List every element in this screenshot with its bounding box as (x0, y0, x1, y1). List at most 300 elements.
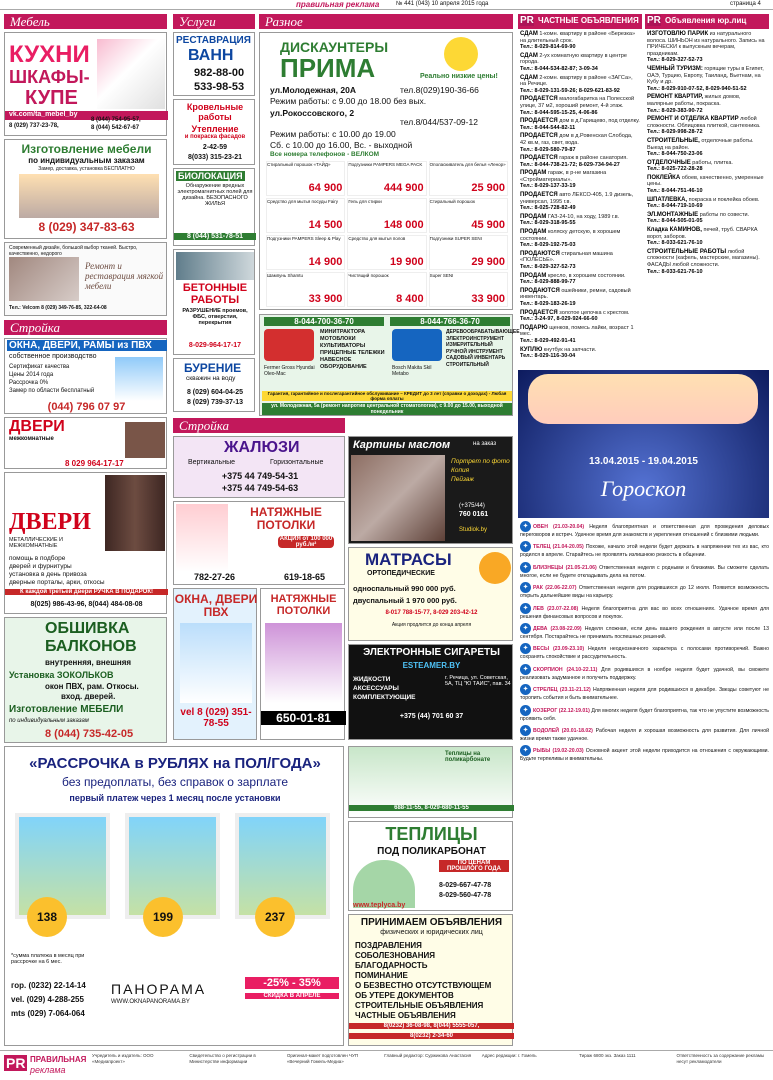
tech-item: РУЧНОЙ ИНСТРУМЕНТ (446, 348, 503, 355)
classified-text: работы, плитка. (692, 159, 733, 166)
ad-kartiny (348, 436, 513, 544)
remont-title: Ремонт и реставрация мягкой мебели (85, 261, 164, 291)
zodiac-icon: ✦ (520, 562, 531, 573)
classified-text: ошейники, ремни, садовый инвентарь. (520, 287, 631, 301)
ad-okna-dveri-pvh (173, 588, 257, 740)
classified-heading: ПРОДАЕТСЯ (520, 118, 558, 125)
zhaluzi-sub1: Вертикальные (188, 459, 236, 466)
classified-item (647, 160, 767, 173)
horoscope-sign: РЫБЫ (19.02-20.03) (533, 748, 584, 755)
obshivka-phone: 8 (044) 735-42-05 (45, 728, 134, 740)
kartiny-site[interactable]: Studiok.by (459, 527, 488, 533)
classified-item (647, 116, 767, 136)
horoscope-text: Для многих неделя будет благоприятна, так что не упустите возможность проявить себя. (520, 707, 769, 722)
kartiny-item: Портрет по фото (451, 458, 510, 465)
tech-item: НАВЕСНОЕ ОБОРУДОВАНИЕ (320, 357, 367, 370)
classified-text: гараж, в р-не магазина «Стройматериалы». (520, 170, 607, 183)
classified-item (647, 31, 767, 64)
kartiny-item: Копия (451, 467, 470, 474)
section-stroika-2: Стройка (173, 418, 345, 433)
krovel-phone2: 8(033) 315-23-21 (187, 154, 243, 161)
classified-item (520, 118, 640, 131)
zodiac-icon: ✦ (520, 541, 531, 552)
classified-text: 2-комн. квартиру в районе «ЗАГСа», на Речице. (520, 74, 633, 88)
page-footer (0, 1050, 773, 1080)
price-item: Чистящий порошок 8 400 (347, 272, 426, 307)
price-item: Подгузники PAMPERS MEGA PACK 444 900 (347, 161, 426, 196)
restavr-phone1: 982-88-00 (194, 67, 245, 79)
tech-item: СТРОИТЕЛЬНЫЙ (446, 361, 489, 368)
ad-restavraciya-vann (173, 32, 255, 96)
dveri2-list (9, 555, 149, 587)
okna2-title: ОКНА, ДВЕРИ ПВХ (174, 592, 258, 619)
tech-guarantee: Гарантия, гарантийное и послегарантийное обслуживание – КРЕДИТ до 3 лет (справки о доходах) - Любая форма оплаты (262, 391, 512, 401)
classified-text: работы по совести. (699, 211, 750, 218)
classified-heading: ПРОДАЕТСЯ (520, 309, 558, 316)
classified-item (520, 31, 640, 51)
dveri1-title: ДВЕРИ (9, 418, 65, 435)
classified-text: стиральная машина «ПОЛЕСЬЕ». (520, 250, 613, 264)
footer-col: Главный редактор: Суржикова Анастасия (384, 1053, 472, 1058)
ad-natyazhnye-potolki (173, 501, 345, 585)
zhaluzi-sub2: Горизонтальные (270, 459, 324, 466)
kartiny-title: Картины маслом (353, 439, 451, 451)
sigarety-item: АКСЕССУАРЫ (353, 685, 399, 692)
kuhni-phone1: 8 (029) 737-23-78, (9, 123, 59, 129)
prima-hours1: Режим работы: с 9.00 до 18.00 без вых. (270, 96, 427, 106)
burenie-sub: скважин на воду (186, 375, 236, 382)
krovel-t2: работы (198, 112, 232, 122)
yur-title: Объявления юр.лиц (665, 16, 747, 25)
sigarety-site[interactable]: ESTEAMER.BY (402, 661, 461, 670)
section-raznoe: Разное (259, 14, 513, 29)
priem-item: СТРОИТЕЛЬНЫЕ ОБЪЯВЛЕНИЯ (355, 1001, 484, 1010)
footer-col: Ответственность за содержание рекламы несут рекламодатели (676, 1053, 765, 1064)
horoscope-entry (520, 603, 769, 620)
matrasy-line2: двуспальный 1 970 000 руб. (353, 596, 457, 605)
teplicy-title: ТЕПЛИЦЫ (385, 824, 478, 844)
tech-phone2: 8-044-766-36-70 (390, 317, 510, 326)
classified-item (647, 138, 767, 158)
izgotov-sub: по индивидуальным заказам (28, 156, 145, 165)
horoscope-text: Неделя неоднозначного характера с полосами противоречий. Важно сохранять спокойствие и рассудительность. (520, 646, 769, 661)
biolog-phone: 8 (044) 531-78-51 (174, 233, 256, 240)
classified-text: золотое цепочка с крестом. (559, 309, 630, 316)
tech-item: МИНИТРАКТОРА (320, 329, 366, 335)
classified-text: кресло, в хорошем состоянии. (547, 272, 626, 279)
classified-item (520, 53, 640, 73)
horoscope-entry (520, 623, 769, 640)
price-item: Средство для мытья посуды Fairy 14 500 (266, 198, 345, 233)
beton-text: РАЗРУШЕНИЕ проемов, ФБС, отверстия, перекрытия (182, 308, 248, 326)
classified-heading: СДАМ (520, 52, 538, 59)
biolog-title: БИОЛОКАЦИЯ (178, 171, 243, 181)
classified-heading: ПРОДАЕТСЯ (520, 96, 558, 103)
prima-price-grid (266, 161, 508, 307)
potolki-akcia: АКЦИЯ от 100 000 руб./м² (279, 536, 333, 548)
warranty-badge (479, 552, 511, 584)
classified-item (647, 249, 767, 275)
prima-t1: ДИСКАУНТЕРЫ (280, 39, 389, 55)
classified-phone: Тел.: 8-044-719-10-69 (647, 203, 703, 210)
classified-phone: Тел.: 8-029-580-79-87 (520, 146, 576, 153)
classified-text: обоев, качественно, умеренные цены. (647, 174, 764, 188)
dveri2-banner: К каждой третьей двери РУЧКА В ПОДАРОК! (5, 589, 168, 595)
prima-phone1: тел.8(029)190-36-66 (400, 85, 479, 95)
classified-text: жилых домов, малярные работы, покраска. (647, 94, 741, 107)
classified-text: 2-ух комнатную квартиру в центре города. (520, 52, 627, 66)
price-badge: 199 (143, 897, 183, 937)
kartiny-phone2: 760 0161 (459, 511, 489, 518)
obshivka-t3: внутренняя, внешняя (45, 658, 132, 667)
priem-sub: физических и юридических лиц (380, 929, 483, 936)
footer-col: Учредитель и издатель: ООО «Медиапроект» (92, 1053, 154, 1064)
tech-item: ИЗМЕРИТЕЛЬНЫЙ (446, 342, 493, 348)
tech-item: ПРИЦЕПНЫЕ ТЕЛЕЖКИ (320, 350, 385, 356)
classified-heading: ПРОДАМ (520, 170, 547, 177)
yur-logo-icon: PR (647, 15, 661, 26)
goroskop-signs (520, 521, 769, 1046)
zhaluzi-phone1: +375 44 749-54-31 (221, 471, 299, 481)
classified-heading: ПРОДАЕТСЯ (520, 133, 558, 140)
ad-kuhni (4, 32, 167, 136)
ad-natyazhnye-potolki-2 (260, 588, 345, 740)
ceiling-image-2 (265, 623, 342, 703)
classified-phone: Тел.: 8-044-595-15-25, 4-06-86 (520, 109, 598, 116)
classified-text: дом в д.Ровенская Слобода, 42 кв.м, газ, свет, вода. (520, 133, 633, 146)
priem-item: ОБ УТЕРЕ ДОКУМЕНТОВ (355, 991, 454, 1000)
tech-item: САДОВЫЙ ИНВЕНТАРЬ (446, 355, 506, 361)
classified-heading: СТРОИТЕЛЬНЫЕ РАБОТЫ (647, 248, 727, 255)
kuhni-title3: КУПЕ (25, 87, 78, 109)
classified-heading: СДАМ (520, 74, 538, 81)
chastnye-title: ЧАСТНЫЕ ОБЪЯВЛЕНИЯ (538, 16, 639, 25)
classified-item (647, 227, 767, 247)
matrasy-note: Акция продлится до конца апреля (391, 622, 472, 628)
potolki2-title: НАТЯЖНЫЕ ПОТОЛКИ (270, 593, 337, 617)
classified-heading: ПРОДАЕТСЯ (520, 155, 558, 162)
kuhni-title2: ШКАФЫ- (9, 67, 90, 87)
page-header (0, 0, 773, 10)
classified-phone: Тел.: 8-044-738-21-72; 8-029-734-94-27 (520, 161, 620, 168)
painting-image (351, 455, 445, 541)
tech-brands1: Fermer Gross Hyundai Oleo-Mac (264, 365, 315, 377)
classified-item (647, 212, 767, 225)
okna-item: Сертификат качества (9, 364, 70, 370)
classified-text: любой сложности (кафель, мастерские, магазины). ФАСАДЫ любой сложности. (647, 248, 760, 268)
izgotov-phone: 8 (029) 347-83-63 (38, 220, 135, 234)
promo-sub: СКИДКА В АПРЕЛЕ (245, 993, 339, 999)
horoscope-text: Неделя благоприятная и ответственная для проведения деловых переговоров и встреч. Удачное время для знакомств и укрепления отношений с близкими людьми. (520, 523, 769, 538)
obshivka-t6: вход. дверей. (61, 692, 116, 701)
classified-phone: Тел.: 8-029-137-33-19 (520, 183, 576, 190)
kuhni-phone2: 8 (044) 754-95-57, (91, 117, 141, 123)
classified-item (520, 251, 640, 271)
zodiac-icon: ✦ (520, 684, 531, 695)
classified-item (647, 197, 767, 210)
sofa-image (9, 257, 79, 301)
priem-item: ПОЗДРАВЛЕНИЯ (355, 941, 422, 950)
potolki-phone2: 619-18-65 (284, 572, 326, 582)
price-item: Стиральный порошок 45 900 (429, 198, 508, 233)
goroskop-dates: 13.04.2015 - 19.04.2015 (589, 456, 698, 467)
dveri1-sub: межкомнатные (9, 436, 54, 442)
ad-obshivka-balkonov (4, 617, 167, 743)
horoscope-text: Рабочая неделя и хорошая возможность для развития. Для личной жизни время также удачное. (520, 727, 769, 743)
price-badge: 237 (255, 897, 295, 937)
section-uslugi: Услуги (173, 14, 255, 29)
classified-text: из натурального волоса. ШИНЬОН из натурального. Запись на ПРИЧЕСКИ к выпускным вечерам, праздникам. (647, 31, 765, 57)
furniture-image (19, 174, 159, 218)
horoscope-sign: СКОРПИОН (24.10-22.11) (533, 666, 598, 673)
yur-header (645, 14, 769, 29)
classified-phone: Тел.: 8-044-534-82-87; 3-09-34 (520, 65, 598, 72)
kartiny-phone1: (+375/44) (459, 503, 485, 509)
ceiling-image (176, 504, 228, 572)
okna-item: Цены 2014 года (9, 372, 54, 378)
zodiac-icon: ✦ (520, 623, 531, 634)
classified-heading: КУПЛЮ (520, 346, 543, 353)
tools-image (392, 329, 442, 361)
classified-phone: Тел.: 8-029-116-30-04 (520, 353, 576, 360)
classified-heading: ПРОДАМ (520, 229, 547, 236)
obshivka-t4: Установка ЗОКОЛЬКОВ (9, 670, 114, 680)
ad-biolokaciya (173, 168, 255, 246)
sigarety-address: г. Речица, ул. Советская, 5А, ТЦ "Ю ТАИС", пав. 34 (445, 675, 511, 687)
footer-logo (4, 1053, 87, 1079)
ad-dveri-metallicheskie (4, 472, 167, 614)
dveri2-item: установка в день привоза (9, 571, 87, 578)
classified-phone: Тел.: 8-044-751-46-10 (647, 188, 703, 195)
price-item: Шампунь Shamtu 33 900 (266, 272, 345, 307)
classified-item (647, 66, 767, 92)
sigarety-item: ЖИДКОСТИ (353, 676, 391, 683)
brand-name: правильная реклама (296, 0, 380, 9)
ad-dveri-mezhkomnatnye (4, 417, 167, 469)
classified-item (520, 96, 640, 116)
okna-phone: (044) 796 07 97 (47, 401, 126, 413)
footer-pr-icon: PR (6, 1055, 26, 1071)
rassrochka-phone2: vel. (029) 4-288-255 (11, 995, 84, 1004)
zhaluzi-phone2: +375 44 749-54-63 (221, 483, 299, 493)
classified-text: малогабаритка на Полесской улице, 37 м2, хороший ремонт, 4-й этаж. (520, 96, 635, 109)
ad-tehnika (259, 314, 520, 416)
okna-list (9, 363, 109, 399)
classified-text: любой сложности. Облицовка плиткой, сантехника. (647, 116, 761, 129)
sigarety-item: КОМПЛЕКТУЮЩИЕ (353, 694, 416, 701)
teplicy-site[interactable]: www.teplyca.by (353, 902, 406, 909)
classified-heading: ОТДЕЛОЧНЫЕ (647, 159, 691, 166)
classified-heading: Кладка КАМИНОВ, (647, 227, 702, 234)
classified-item (520, 325, 640, 345)
obshivka-t7: Изготовление МЕБЕЛИ (9, 704, 124, 715)
ad-matrasy (348, 547, 513, 641)
promo-discount: -25% - 35% (245, 977, 339, 989)
classified-heading: ПРОДАЕТСЯ (520, 192, 558, 199)
classified-item (520, 214, 640, 227)
price-badge: 138 (27, 897, 67, 937)
horoscope-text: Для родившихся в ноябре неделя будет удачной, вы сможете реализовать задуманное и получить поддержку. (520, 666, 769, 681)
potolki-phone1: 782-27-26 (194, 572, 236, 582)
classified-phone: Тел.: 8-044-750-23-06 (647, 151, 703, 158)
izgotov-title: Изготовление мебели (21, 142, 152, 156)
priem-phone1: 8(0232) 36-08-98, 8(044) 5555-057, (349, 1023, 514, 1029)
classified-item (520, 310, 640, 323)
ad-prima (259, 32, 513, 310)
classified-item (520, 288, 640, 308)
classified-item (647, 175, 767, 195)
dveri1-phone: 8 029 964-17-17 (65, 459, 124, 468)
ad-rassrochka (4, 746, 344, 1046)
classified-heading: СТРОИТЕЛЬНЫЕ, (647, 137, 700, 144)
horoscope-sign: РАК (22.06-22.07) (533, 585, 577, 592)
classified-phone: Тел.: 8-025-722-28-28 (647, 166, 703, 173)
sigarety-title: ЭЛЕКТРОННЫЕ СИГАРЕТЫ (363, 647, 500, 658)
classified-heading: ЭЛ.МОНТАЖНЫЕ (647, 211, 699, 218)
prima-slogan: Реально низкие цены! (420, 73, 498, 80)
kitchen-image (97, 39, 165, 109)
price-item: Подгузники PAMPERS Sleep & Play 14 900 (266, 235, 345, 270)
footer-brand: ПРАВИЛЬНАЯ (30, 1055, 87, 1064)
ad-burenie (173, 358, 255, 412)
teplicy-top-title: Теплицы на поликарбонате (445, 751, 491, 763)
classified-phone: Тел.: 8-029-814-69-90 (520, 44, 576, 51)
footer-col: Адрес редакции: г. Гомель (481, 1053, 537, 1058)
classified-phone: Тел.: 8-044-544-82-11 (520, 124, 576, 131)
ad-krovelnye (173, 99, 255, 165)
priem-item: ЧАСТНЫЕ ОБЪЯВЛЕНИЯ (355, 1011, 456, 1020)
horoscope-text: Основной акцент этой недели приходится на отношения с окружающими. Будьте терпеливы и внимательны. (520, 748, 769, 763)
priem-item: БЛАГОДАРНОСТЬ (355, 961, 428, 970)
tech-brands2: Bosch Makita Skil Metabo (392, 365, 432, 377)
footer-col: Свидетельство о регистрации в Министерстве информации (189, 1053, 256, 1064)
horoscope-entry (520, 582, 769, 599)
classified-phone: Тел.: 8-029-183-26-19 (520, 300, 576, 307)
teplicy-badge: ПО ЦЕНАМ ПРОШЛОГО ГОДА (439, 860, 509, 872)
horoscope-sign: БЛИЗНЕЦЫ (21.05-21.06) (533, 564, 597, 571)
ad-izgotovlenie (4, 139, 167, 239)
classified-text: дом в д.Гарищево, под отделку. (559, 118, 640, 125)
rassrochka-phone3: mts (029) 7-064-064 (11, 1009, 85, 1018)
tractor-image (264, 329, 314, 361)
classified-heading: ШПАТЛЕВКА, (647, 196, 688, 203)
matrasy-phone: 8-017 788-15-77, 8-029 203-42-12 (385, 610, 478, 616)
classified-item (520, 229, 640, 249)
horoscope-text: Неделя сложная, если день вашего рождения в августе или после 13 сентября. Постарайтесь не принимать поспешных решений. (520, 625, 769, 641)
footer-col: Оригинал-макет подготовлен ЧУП «Вечерний Гомель-Медиа» (286, 1053, 359, 1064)
beton-phone: 8-029-964-17-17 (188, 342, 242, 349)
priem-phone2: 8(0232) 2-34-60 (349, 1033, 514, 1039)
classified-phone: Тел.: 8-033-621-76-10 (647, 240, 703, 247)
zodiac-icon: ✦ (520, 603, 531, 614)
obshivka-t1: ОБШИВКА (45, 620, 130, 637)
matrasy-line1: односпальный 990 000 руб. (353, 584, 456, 593)
biolog-text: Обнаружение вредных электромагнитных полей для дизайна. БЕЗОПАСНОГО ЖИЛЬЯ (177, 183, 253, 207)
ad-teplicy-top (348, 746, 513, 818)
teplicy-phone1: 8-029-667-47-78 (439, 882, 492, 889)
goroskop-title: Гороскоп (600, 476, 687, 501)
classified-heading: ПРОДАЮТСЯ (520, 287, 560, 294)
classified-text: гараж в районе санатория. (559, 155, 628, 162)
panorama-site[interactable]: WWW.OKNAPANORAMA.BY (111, 999, 190, 1005)
priem-item: ПОМИНАНИЕ (355, 971, 408, 980)
window-1 (15, 813, 110, 919)
classified-text: щенков, помесь лайки, возраст 1 мес. (520, 324, 634, 338)
obshivka-t2: БАЛКОНОВ (45, 638, 137, 655)
tech-item: КУЛЬТИВАТОРЫ (320, 343, 366, 349)
horoscope-entry (520, 643, 769, 660)
dveri2-title: ДВЕРИ (9, 509, 91, 535)
tech-item: ДЕРЕВООБРАБАТЫВАЮЩЕЕ (446, 329, 520, 335)
chastnye-header (518, 14, 642, 29)
price-item: Super SENI 33 900 (429, 272, 508, 307)
obshivka-t8: по индивидуальным заказам (9, 718, 89, 724)
classified-phone: Тел.: 8-029-327-52-73 (647, 57, 703, 64)
section-stroika: Стройка (4, 320, 167, 335)
krovel-phone1: 2-42-59 (202, 144, 228, 151)
classified-heading: ПОКЛЕЙКА (647, 174, 681, 181)
section-mebel: Мебель (4, 14, 167, 29)
horoscope-entry (520, 725, 769, 742)
dveri2-item: дверные порталы, арки, откосы (9, 579, 105, 586)
horoscope-sign: ВЕСЫ (23.09-23.10) (533, 646, 585, 653)
dveri2-phone: 8(025) 986-43-96, 8(044) 484-08-08 (30, 601, 143, 608)
teplicy-sub: ПОД ПОЛИКАРБОНАТ (377, 846, 486, 857)
kuhni-title: КУХНИ (9, 41, 90, 68)
classified-item (520, 347, 640, 360)
zodiac-icon: ✦ (520, 664, 531, 675)
horoscope-sign: ЛЕВ (23.07-22.08) (533, 605, 579, 612)
kartiny-sub: на заказ (473, 441, 497, 447)
classified-phone: Тел.: 8-029-383-90-72 (647, 107, 703, 114)
prima-phone2: тел.8/044/537-09-12 (400, 117, 478, 127)
chastnye-list (520, 31, 640, 366)
ad-okna-pvh (4, 338, 167, 414)
goroskop-banner (518, 370, 769, 518)
horoscope-sign: ОВЕН (21.03-20.04) (533, 523, 585, 530)
issue-number: № 441 (043) 10 апреля 2015 года (396, 1, 489, 7)
ad-priem-obyavleniy (348, 914, 513, 1046)
horoscope-sign: ТЕЛЕЦ (21.04-20.05) (533, 544, 584, 551)
restavr-title2: ВАНН (188, 47, 234, 64)
tech-list1 (320, 329, 386, 371)
teplicy-phone2: 8-029-560-47-78 (439, 892, 492, 899)
zodiac-icon: ✦ (520, 643, 531, 654)
kuhni-url[interactable]: vk.com/ta_mebel_by (5, 111, 168, 120)
classified-text: коляску детскую, в хорошем состоянии. (520, 229, 621, 242)
prima-t2: ПРИМА (280, 53, 376, 83)
horoscope-entry (520, 541, 769, 558)
rassrochka-sub2: первый платеж через 1 месяц после установки (69, 793, 281, 803)
remont-text: Современный дизайн, большой выбор тканей. Быстро, качественно, недорого (9, 245, 138, 257)
horoscope-text: Ответственная неделя с родными и близкими. Вы сможете сделать многое, если не будете откладывать дела на потом. (520, 564, 769, 579)
classified-phone: Тел.: 8-029-492-91-41 (520, 337, 576, 344)
potolki2-phone: 650-01-81 (261, 711, 346, 725)
classified-text: отделочные работы. Выезд на район. (647, 137, 754, 151)
tech-list2 (446, 329, 520, 368)
classified-heading: ПОДАРЮ (520, 324, 548, 331)
classified-text: кнутбук на запчасти. (543, 346, 597, 353)
matrasy-sub: ОРТОПЕДИЧЕСКИЕ (367, 570, 435, 577)
classified-phone: Тел.: 3-24-97, 8-029-924-66-60 (520, 316, 598, 323)
dveri2-sub: МЕТАЛЛИЧЕСКИЕ И МЕЖКОМНАТНЫЕ (9, 537, 64, 549)
zodiac-icon: ✦ (520, 705, 531, 716)
ad-remont-mebeli (4, 242, 167, 316)
classified-heading: ПРОДАМ (520, 213, 547, 220)
restavr-title1: РЕСТАВРАЦИЯ (176, 35, 251, 46)
classified-heading: ИЗГОТОВЛЮ ПАРИК (647, 31, 709, 37)
classified-item (520, 133, 640, 153)
